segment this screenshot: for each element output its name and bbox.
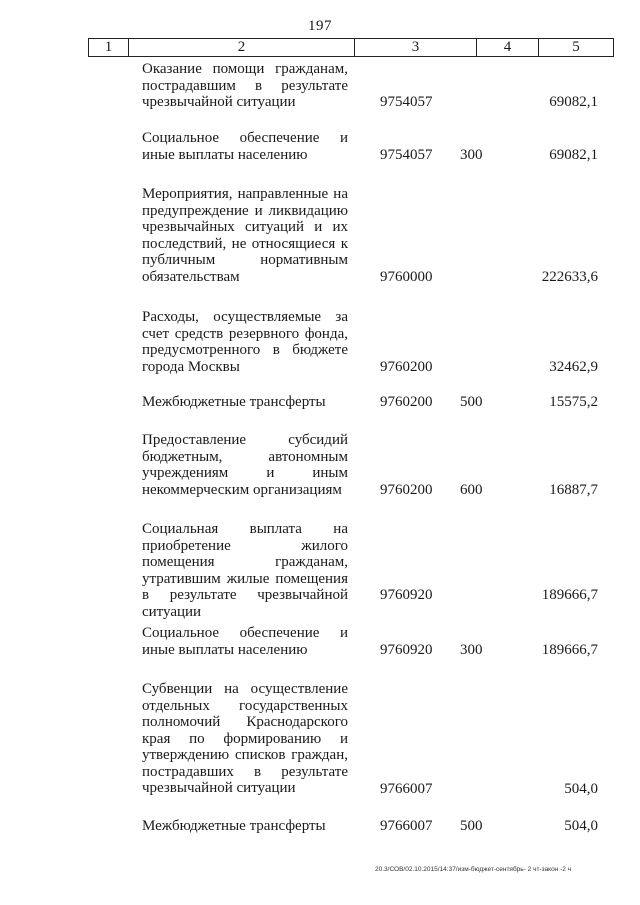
row-target-code: 9760920	[380, 587, 433, 603]
row-amount: 32462,9	[549, 359, 598, 375]
row-target-code: 9760200	[380, 394, 433, 410]
row-name: Социальное обеспечение и иные выплаты населению	[142, 625, 348, 658]
row-expense-type: 300	[460, 147, 483, 163]
row-amount: 504,0	[564, 781, 598, 797]
column-number-2: 2	[129, 39, 355, 56]
row-name: Расходы, осуществляемые за счет средств резервного фонда, предусмотренного в бюджете города Москвы	[142, 309, 348, 375]
row-name: Субвенции на осуществление отдельных государственных полномочий Краснодарского края по формированию и утверждению списков граждан, пострадавших в результате чрезвычайной ситуации	[142, 681, 348, 796]
row-target-code: 9760200	[380, 359, 433, 375]
row-expense-type: 500	[460, 394, 483, 410]
row-target-code: 9766007	[380, 781, 433, 797]
column-number-1: 1	[89, 39, 129, 56]
column-number-3: 3	[355, 39, 477, 56]
row-amount: 222633,6	[541, 269, 598, 285]
column-number-4: 4	[477, 39, 539, 56]
row-amount: 189666,7	[541, 642, 598, 658]
row-name: Предоставление субсидий бюджетным, автономным учреждениям и иным некоммерческим организациям	[142, 432, 348, 498]
row-target-code: 9766007	[380, 818, 433, 834]
row-amount: 504,0	[564, 818, 598, 834]
row-expense-type: 600	[460, 482, 483, 498]
row-target-code: 9754057	[380, 94, 433, 110]
row-name: Межбюджетные трансферты	[142, 394, 326, 410]
column-number-5: 5	[572, 39, 580, 55]
row-name: Социальное обеспечение и иные выплаты населению	[142, 130, 348, 163]
row-amount: 69082,1	[549, 147, 598, 163]
row-target-code: 9760920	[380, 642, 433, 658]
row-amount: 189666,7	[541, 587, 598, 603]
row-name: Мероприятия, направленные на предупреждение и ликвидацию чрезвычайных ситуаций и их последствий, не относящиеся к публичным нормативным обязательствам	[142, 186, 348, 285]
row-amount: 16887,7	[549, 482, 598, 498]
row-amount: 15575,2	[549, 394, 598, 410]
row-name: Межбюджетные трансферты	[142, 818, 326, 834]
row-expense-type: 300	[460, 642, 483, 658]
row-target-code: 9754057	[380, 147, 433, 163]
row-name: Оказание помощи гражданам, пострадавшим в результате чрезвычайной ситуации	[142, 61, 348, 110]
row-expense-type: 500	[460, 818, 483, 834]
row-name: Социальная выплата на приобретение жилого помещения гражданам, утратившим жилые помещения в результате чрезвычайной ситуации	[142, 521, 348, 620]
row-amount: 69082,1	[549, 94, 598, 110]
document-footer-stamp: 20.3/СОВ/02.10.2015/14:37/изм-бюджет-сентябрь- 2 чт-закон -2 ч	[375, 866, 572, 873]
page-number: 197	[308, 18, 332, 34]
row-target-code: 9760000	[380, 269, 433, 285]
row-target-code: 9760200	[380, 482, 433, 498]
